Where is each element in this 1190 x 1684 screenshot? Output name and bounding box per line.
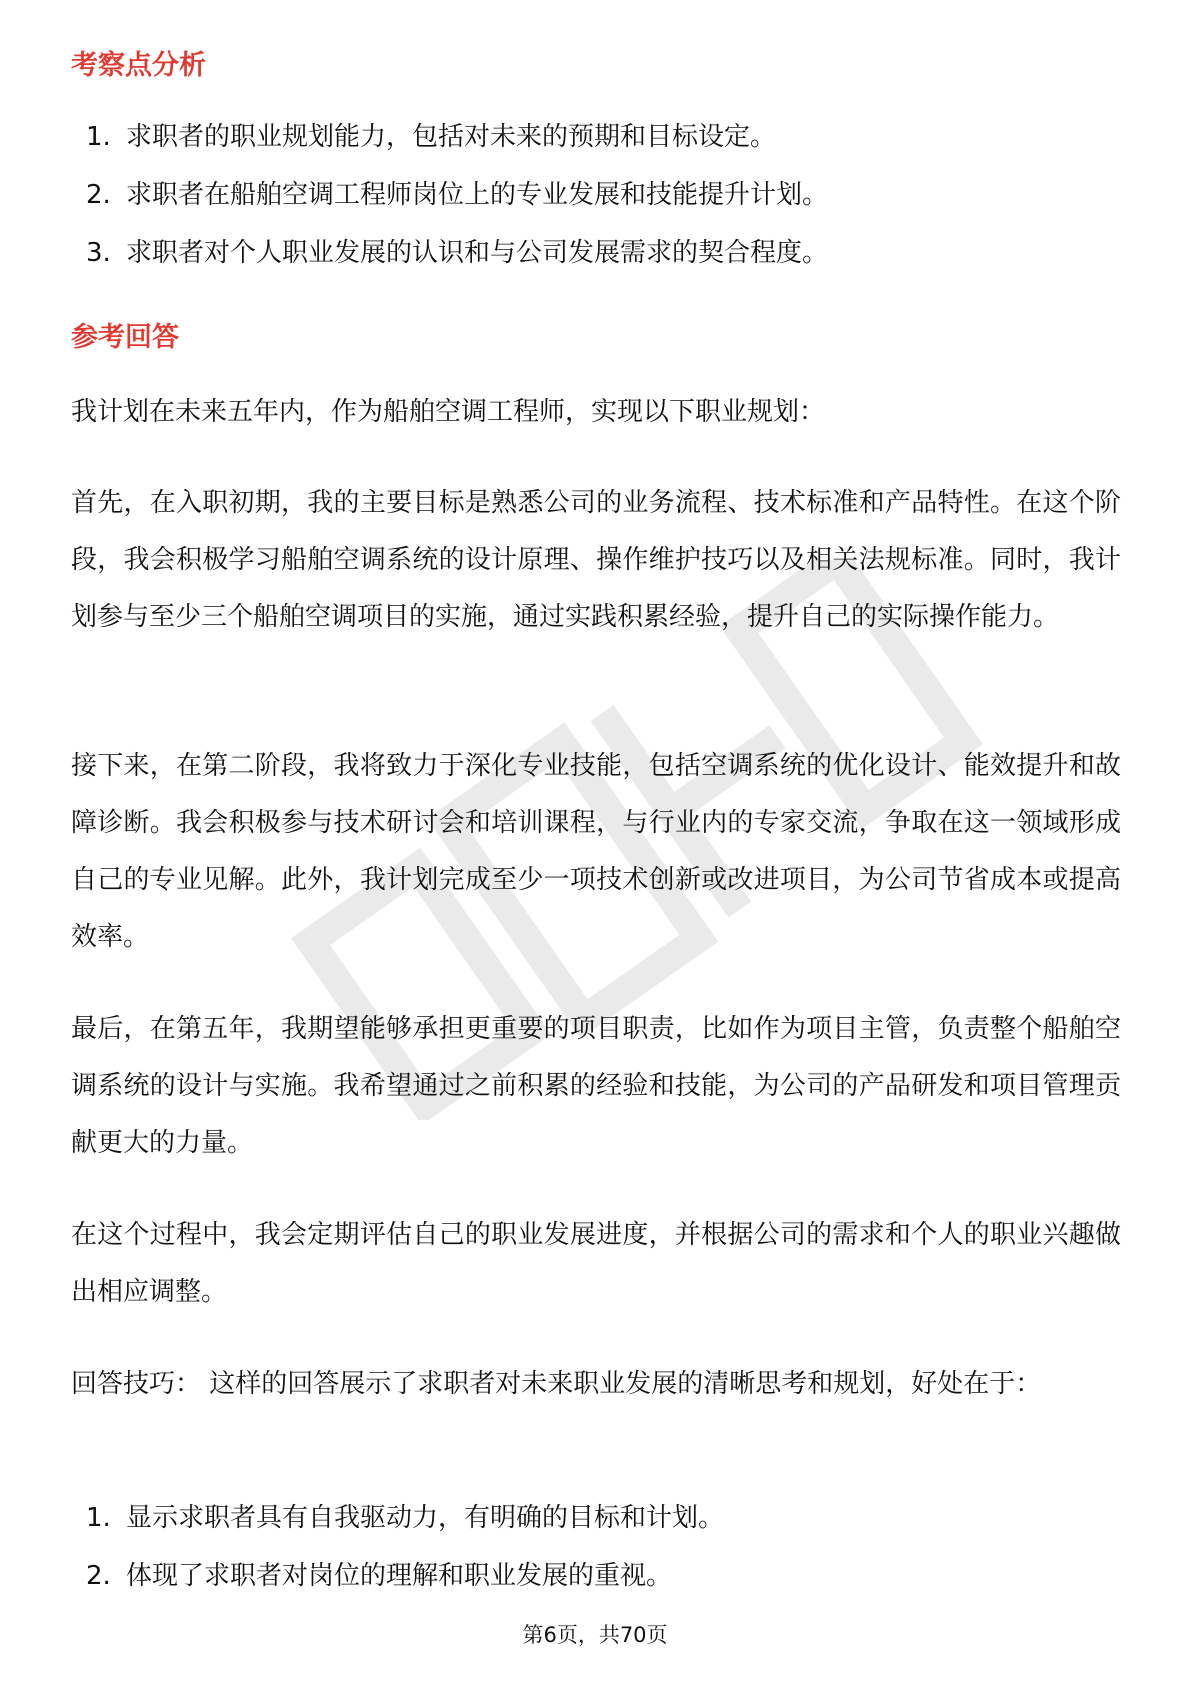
review-paragraph: 在这个过程中，我会定期评估自己的职业发展进度，并根据公司的需求和个人的职业兴趣做出相应调整。	[71, 1220, 1121, 1307]
intro-paragraph: 我计划在未来五年内，作为船舶空调工程师，实现以下职业规划：	[71, 397, 826, 427]
stage-one-paragraph: 首先，在入职初期，我的主要目标是熟悉公司的业务流程、技术标准和产品特性。在这个阶段，我会积极学习船舶空调系统的设计原理、操作维护技巧以及相关法规标准。同时，我计划参与至少三个船舶空调项目的实施，通过实践积累经验，提升自己的实际操作能力。	[71, 488, 1121, 632]
tips-paragraph: 回答技巧： 这样的回答展示了求职者对未来职业发展的清晰思考和规划，好处在于：	[71, 1369, 1042, 1399]
list-item-number: 2.	[86, 1561, 111, 1591]
analysis-list	[86, 119, 1126, 293]
list-item-number: 1.	[86, 1503, 111, 1533]
list-item	[86, 1558, 1126, 1616]
list-item	[86, 235, 1126, 293]
list-item-text: 求职者的职业规划能力，包括对未来的预期和目标设定。	[126, 122, 777, 152]
list-item-text: 显示求职者具有自我驱动力，有明确的目标和计划。	[126, 1503, 725, 1533]
list-item	[86, 1500, 1126, 1558]
stage-three-paragraph: 最后，在第五年，我期望能够承担更重要的项目职责，比如作为项目主管，负责整个船舶空调系统的设计与实施。我希望通过之前积累的经验和技能，为公司的产品研发和项目管理贡献更大的力量。	[71, 1014, 1121, 1158]
list-item-number: 2.	[86, 180, 111, 210]
list-item-text: 体现了求职者对岗位的理解和职业发展的重视。	[126, 1561, 673, 1591]
stage-two-paragraph: 接下来，在第二阶段，我将致力于深化专业技能，包括空调系统的优化设计、能效提升和故障诊断。我会积极参与技术研讨会和培训课程，与行业内的专家交流，争取在这一领域形成自己的专业见解。此外，我计划完成至少一项技术创新或改进项目，为公司节省成本或提高效率。	[71, 751, 1121, 952]
list-item	[86, 119, 1126, 177]
analysis-heading: 考察点分析	[71, 50, 206, 81]
list-item-number: 3.	[86, 238, 111, 268]
list-item-text: 求职者在船舶空调工程师岗位上的专业发展和技能提升计划。	[126, 180, 829, 210]
tips-list	[86, 1500, 1126, 1616]
page-number: 第6页，共70页	[522, 1623, 668, 1647]
list-item-number: 1.	[86, 122, 111, 152]
answer-heading: 参考回答	[71, 322, 179, 353]
list-item-text: 求职者对个人职业发展的认识和与公司发展需求的契合程度。	[126, 238, 829, 268]
list-item	[86, 177, 1126, 235]
